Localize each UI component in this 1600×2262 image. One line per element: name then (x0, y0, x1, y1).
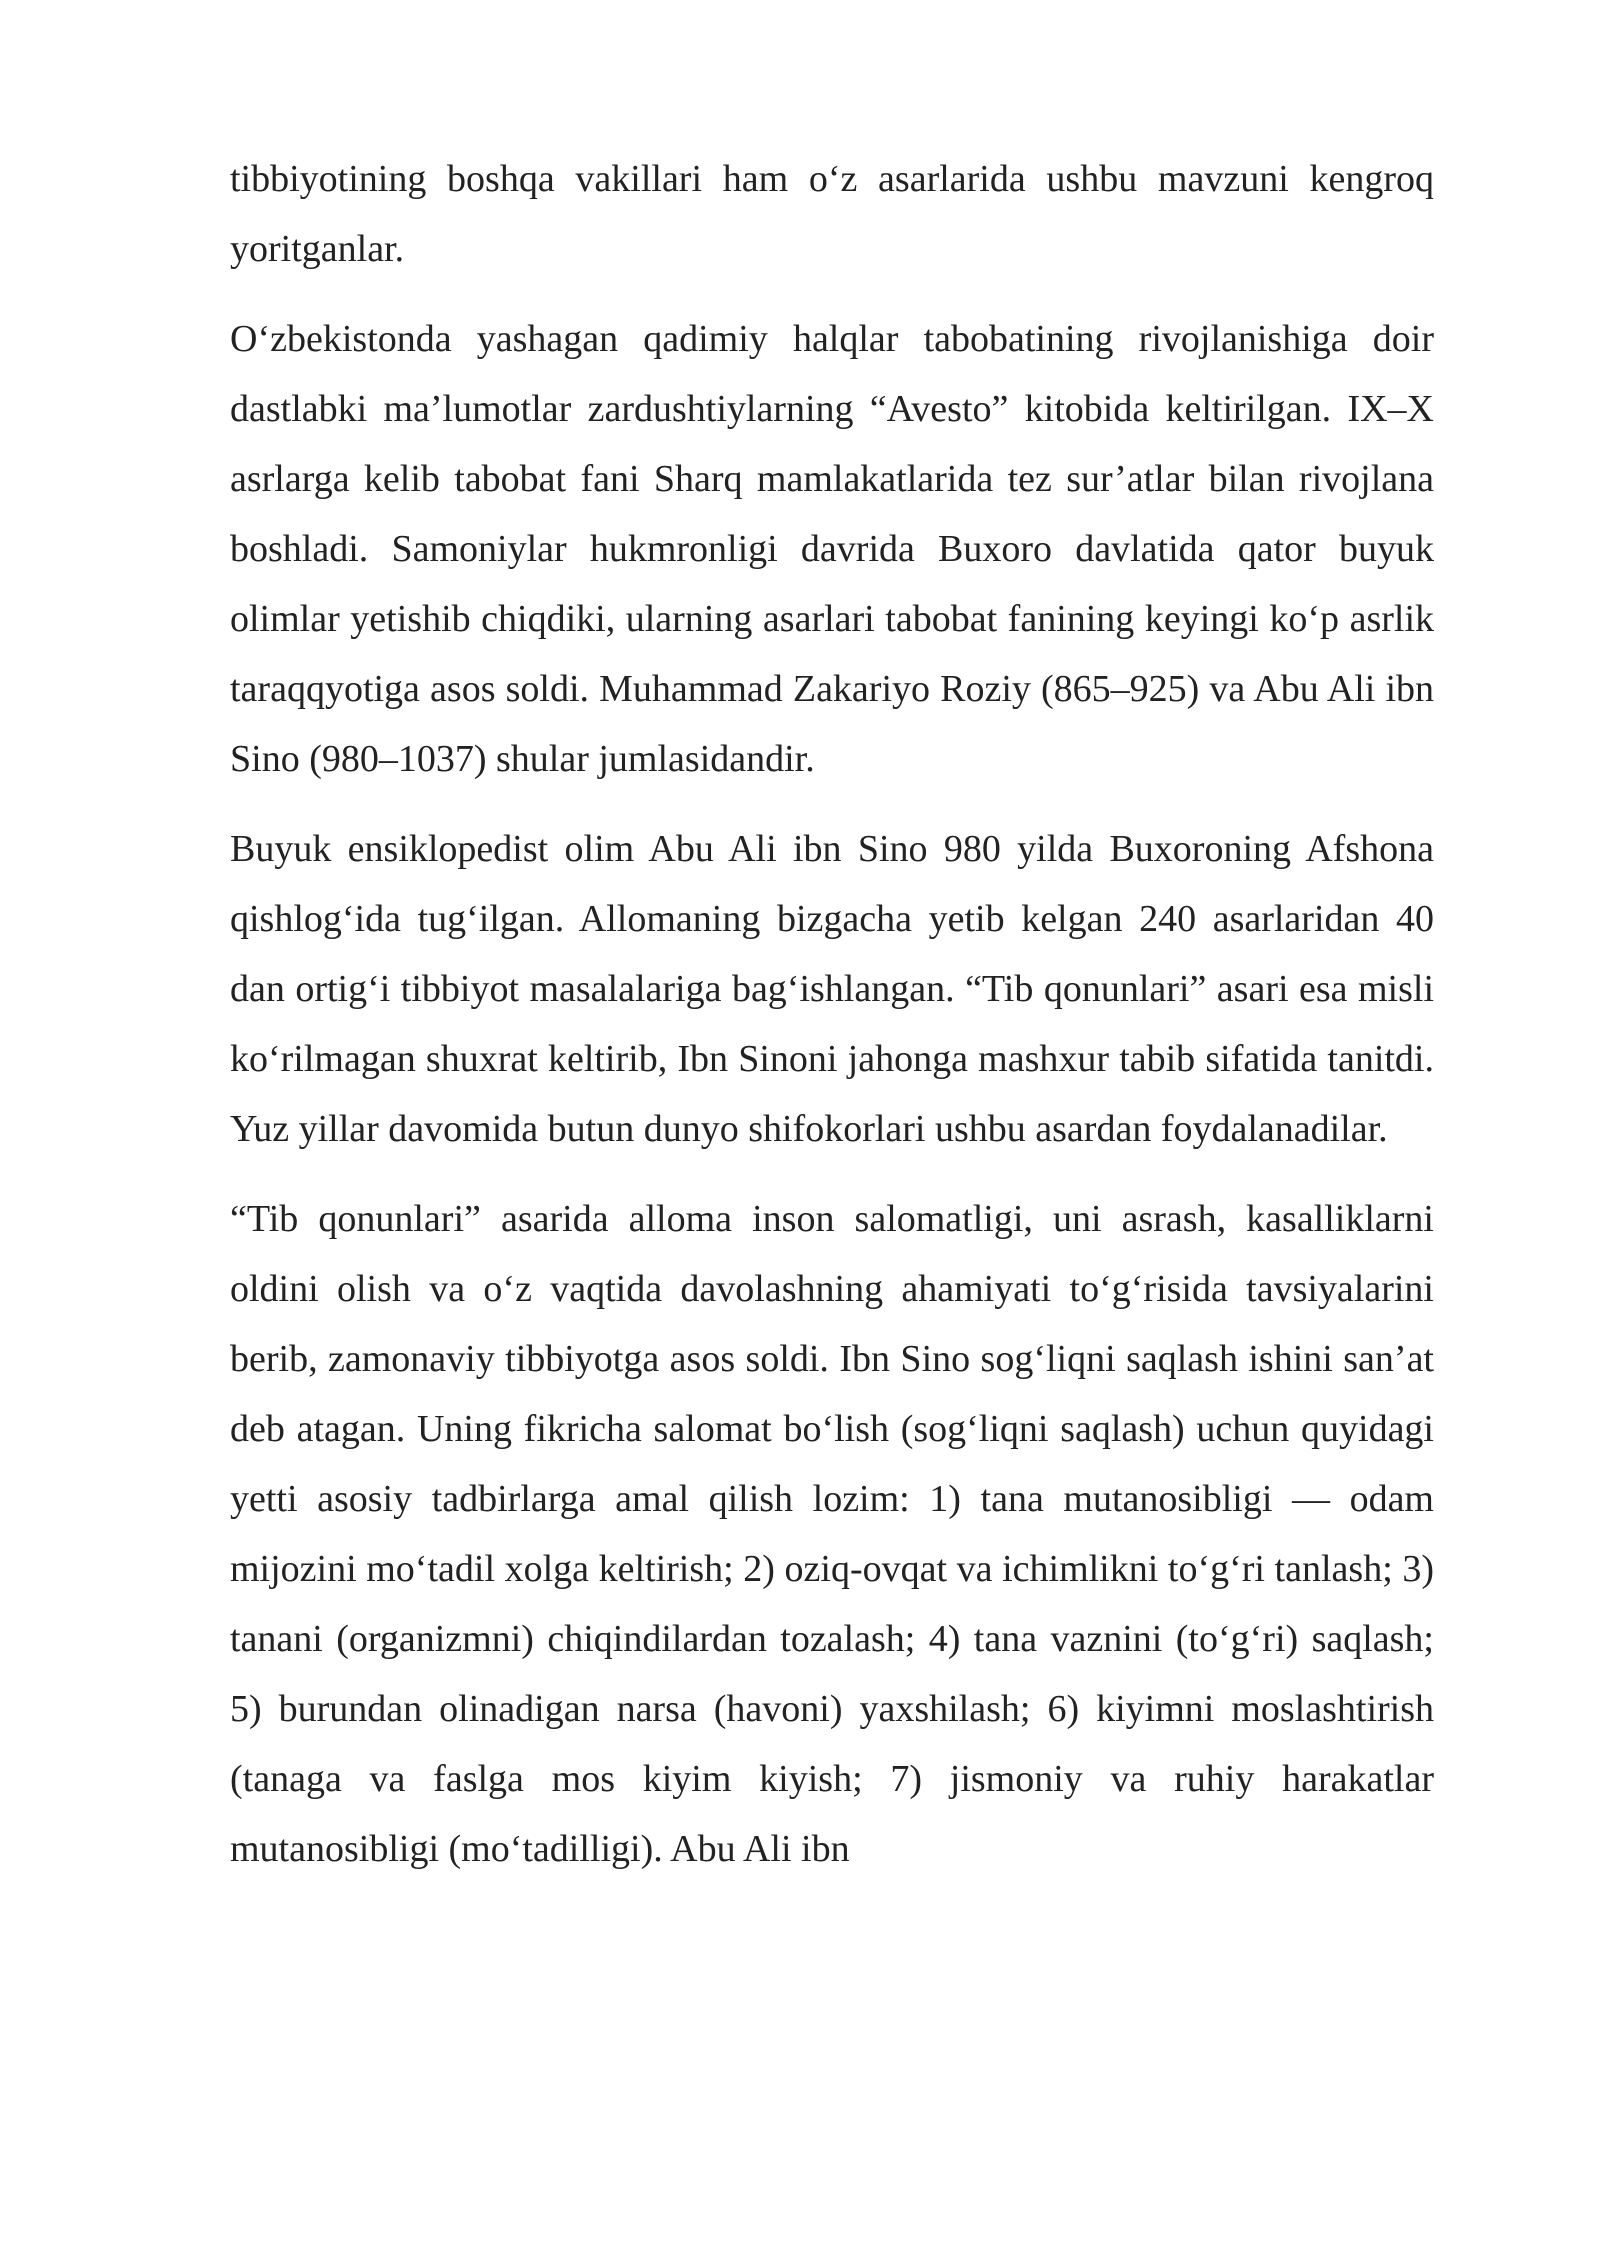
paragraph-4: “Tib qonunlari” asarida alloma inson salomatligi, uni asrash, kasalliklarni oldini olish va o‘z vaqtida davolashning ahamiyati to‘g‘risida tavsiyalarini berib, zamonaviy tibbiyotga asos soldi. Ibn Sino sog‘liqni saqlash ishini san’at deb atagan. Uning fikricha salomat bo‘lish (sog‘liqni saqlash) uchun quyidagi yetti asosiy tadbirlarga amal qilish lozim: 1) tana mutanosibligi — odam mijozini mo‘tadil xolga keltirish; 2) oziq-ovqat va ichimlikni to‘g‘ri tanlash; 3) tanani (organizmni) chiqindilardan tozalash; 4) tana vaznini (to‘g‘ri) saqlash; 5) burundan olinadigan narsa (havoni) yaxshilash; 6) kiyimni moslashtirish (tanaga va faslga mos kiyim kiyish; 7) jismoniy va ruhiy harakatlar mutanosibligi (mo‘tadilligi). Abu Ali ibn (230, 1198, 1434, 1870)
body-text (230, 144, 1434, 1904)
paragraph-2: O‘zbekistonda yashagan qadimiy halqlar tabobatining rivojlanishiga doir dastlabki ma’lumotlar zardushtiylarning “Avesto” kitobida keltirilgan. IX–X asrlarga kelib tabobat fani Sharq mamlakatlarida tez sur’atlar bilan rivojlana boshladi. Samoniylar hukmronligi davrida Buxoro davlatida qator buyuk olimlar yetishib chiqdiki, ularning asarlari tabobat fanining keyingi ko‘p asrlik taraqqyotiga asos soldi. Muhammad Zakariyo Roziy (865–925) va Abu Ali ibn Sino (980–1037) shular jumlasidandir. (230, 318, 1434, 780)
paragraph-1: tibbiyotining boshqa vakillari ham o‘z asarlarida ushbu mavzuni kengroq yoritganlar. (230, 158, 1434, 270)
paragraph-3: Buyuk ensiklopedist olim Abu Ali ibn Sino 980 yilda Buxoroning Afshona qishlog‘ida tug‘ilgan. Allomaning bizgacha yetib kelgan 240 asarlaridan 40 dan ortig‘i tibbiyot masalalariga bag‘ishlangan. “Tib qonunlari” asari esa misli ko‘rilmagan shuxrat keltirib, Ibn Sinoni jahonga mashxur tabib sifatida tanitdi. Yuz yillar davomida butun dunyo shifokorlari ushbu asardan foydalanadilar. (230, 828, 1434, 1150)
